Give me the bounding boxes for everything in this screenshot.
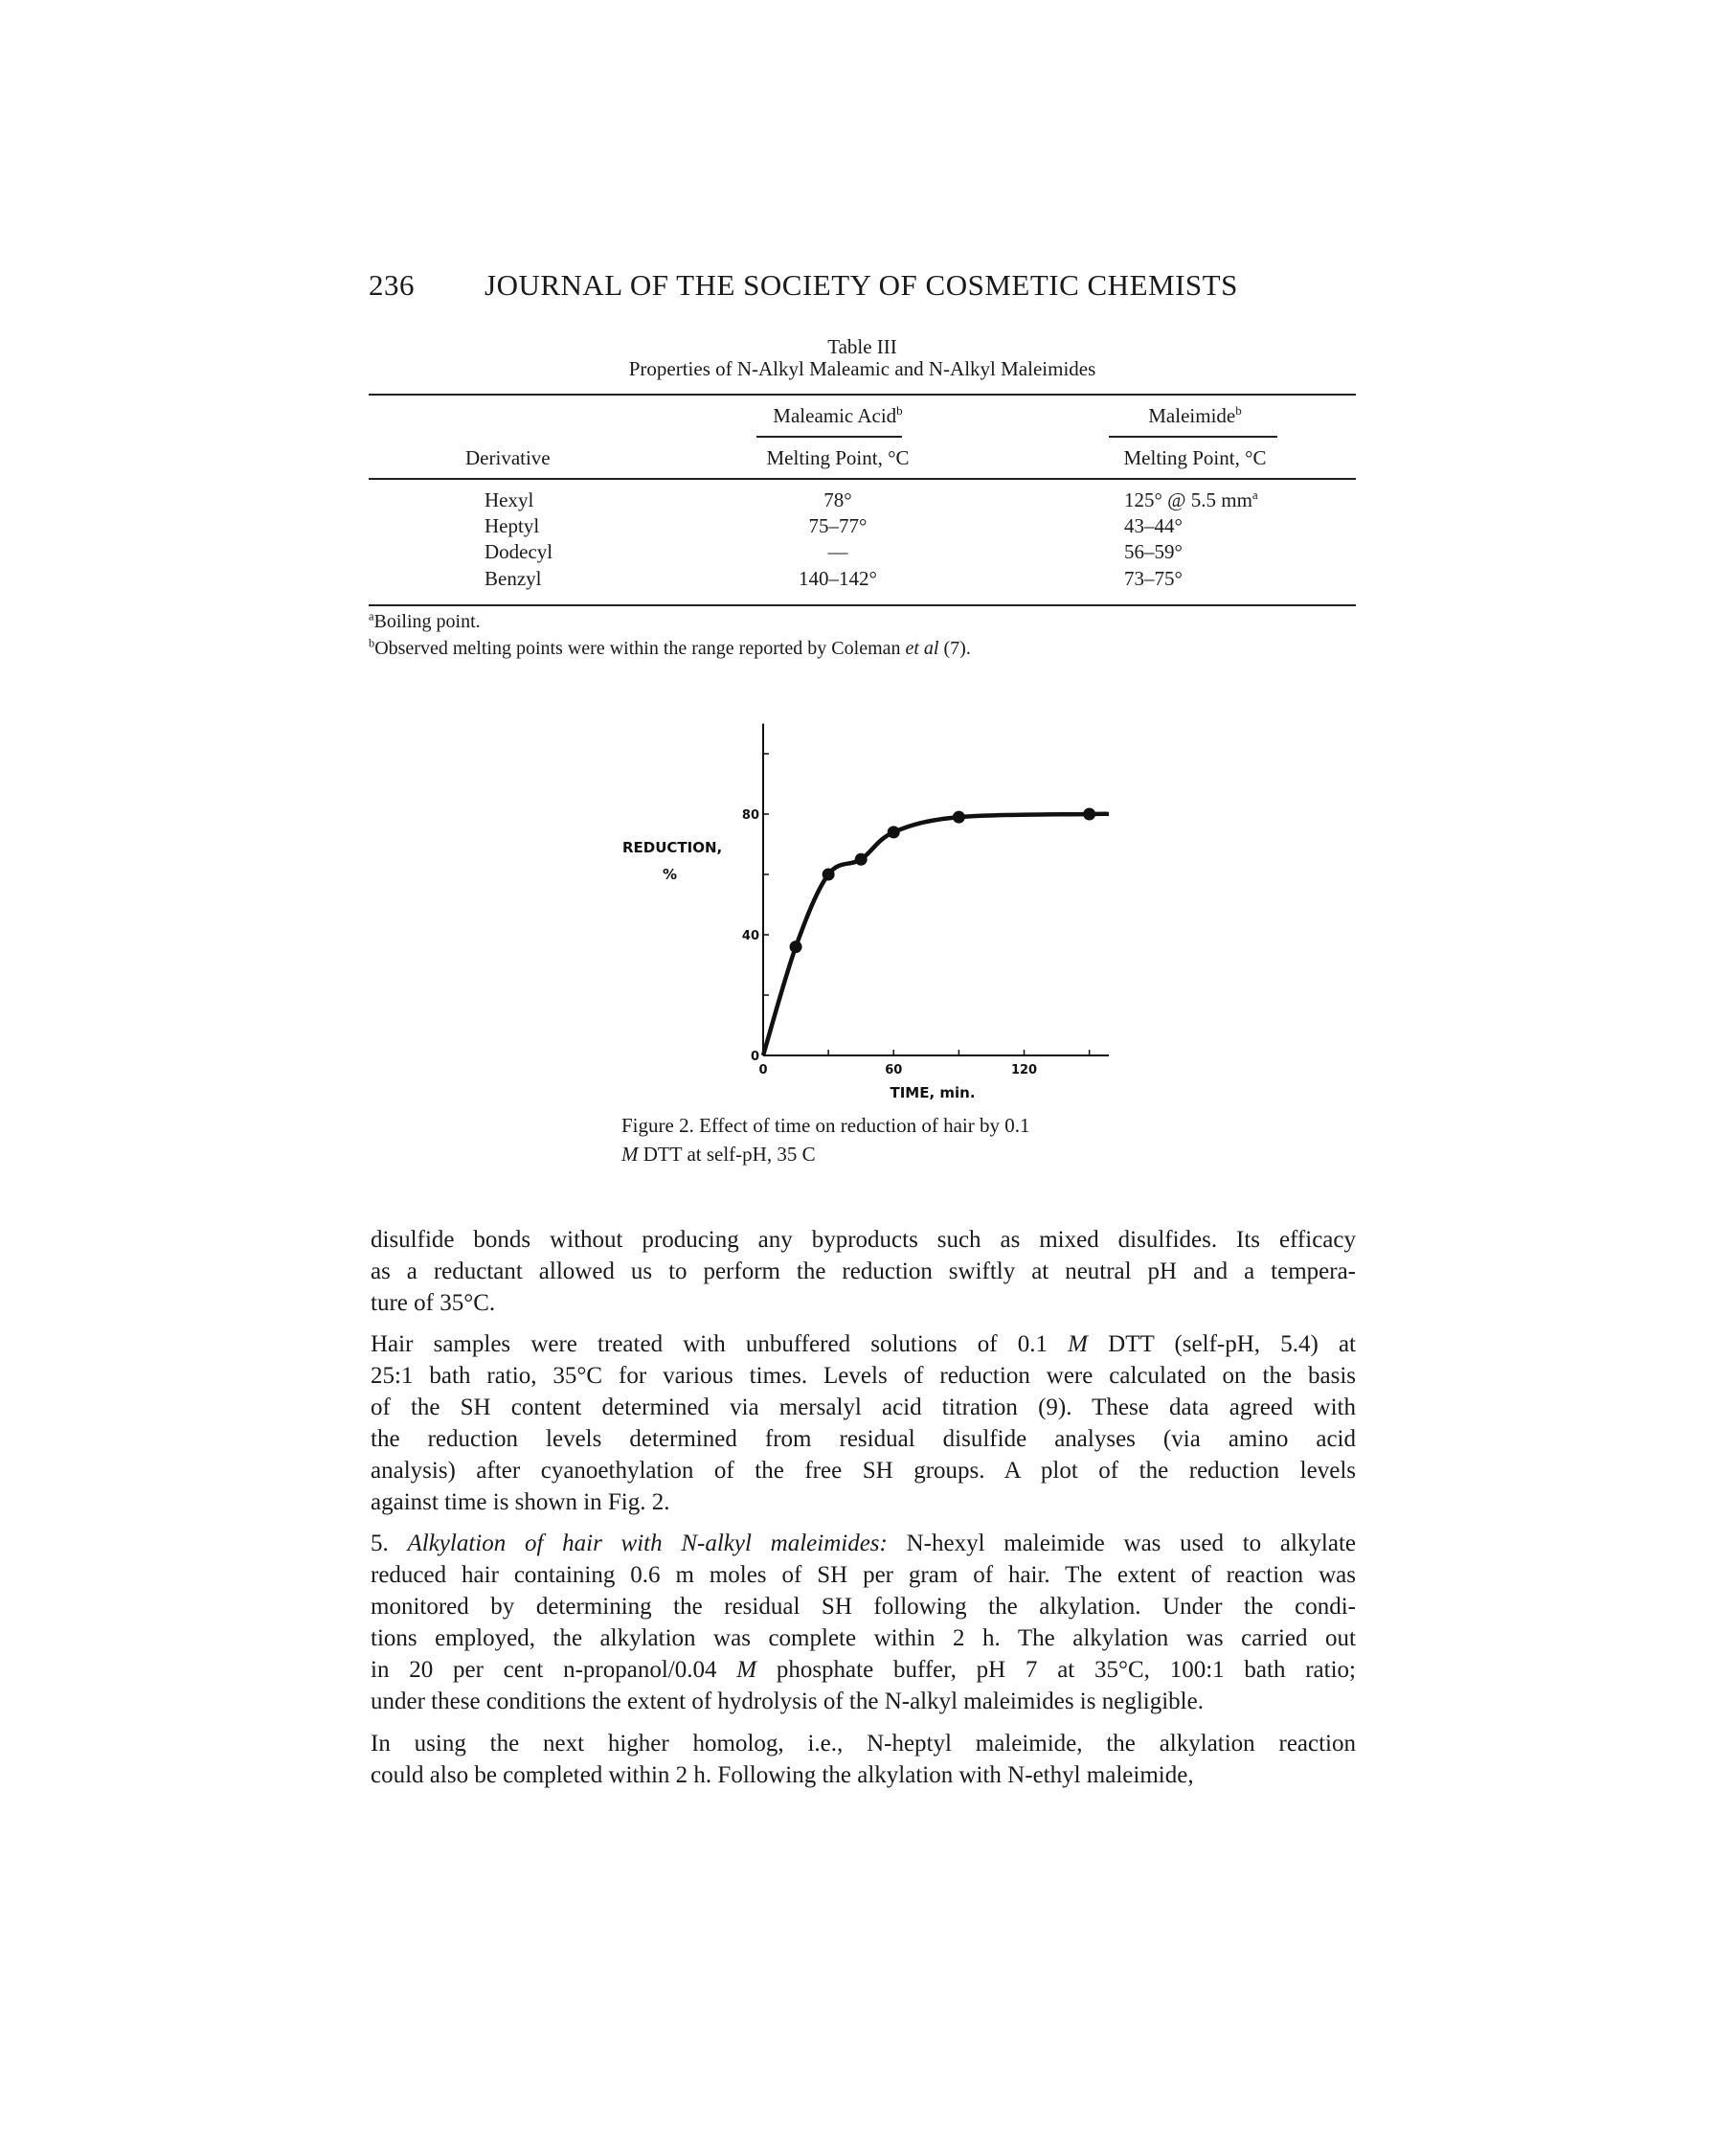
- text-line: [371, 1728, 1356, 1759]
- text-segment: ture of 35°C.: [371, 1290, 496, 1316]
- data-point: [1083, 808, 1095, 821]
- group-header-text: Maleamic Acid: [773, 404, 897, 427]
- text-segment: the reduction levels determined from residual disulfide analyses (via amino acid: [371, 1426, 1356, 1452]
- body-paragraph: [371, 1528, 1356, 1717]
- body-paragraph: [371, 1328, 1356, 1518]
- italic-text: Alkylation of hair with N-alkyl maleimides:: [407, 1530, 888, 1556]
- text-line: [371, 1559, 1356, 1591]
- caption-text: DTT at self-pH, 35 C: [638, 1143, 816, 1166]
- text-line: [371, 1591, 1356, 1622]
- y-tick-label: 40: [741, 929, 759, 943]
- footnote-mark: b: [896, 403, 903, 418]
- text-segment: in 20 per cent n-propanol/0.04: [371, 1657, 737, 1683]
- text-segment: 25:1 bath ratio, 35°C for various times. Levels of reduction were calculated on the basis: [371, 1363, 1356, 1389]
- text-segment: tions employed, the alkylation was complete within 2 h. The alkylation was carried out: [371, 1625, 1356, 1651]
- footnote-text: Observed melting points were within the range reported by Coleman: [374, 638, 906, 659]
- footnote-text: Boiling point.: [373, 611, 481, 632]
- cell-acid-mp: 140–142°: [799, 567, 877, 590]
- text-segment: N-hexyl maleimide was used to alkylate: [887, 1530, 1356, 1556]
- caption-line-1: Figure 2. Effect of time on reduction of hair by 0.1: [621, 1114, 1030, 1137]
- table-label: Table III: [827, 335, 897, 358]
- text-line: [371, 1486, 1356, 1518]
- cell-imide-mp: 73–75°: [1124, 567, 1183, 590]
- text-segment: as a reductant allowed us to perform the reduction swiftly at neutral pH and a tempera-: [371, 1258, 1356, 1284]
- x-tick-label: 120: [1010, 1063, 1038, 1077]
- data-point: [790, 941, 802, 953]
- text-segment: 5.: [371, 1530, 408, 1556]
- cell-derivative: Benzyl: [485, 567, 542, 590]
- text-segment: In using the next higher homolog, i.e., N-heptyl maleimide, the alkylation reaction: [371, 1731, 1356, 1757]
- text-line: [371, 1423, 1356, 1455]
- text-line: [371, 1654, 1356, 1686]
- caption-line-2: [621, 1140, 1030, 1168]
- text-line: [371, 1759, 1356, 1791]
- cell-derivative: Heptyl: [485, 514, 540, 537]
- cell-imide-mp: 56–59°: [1124, 540, 1183, 563]
- journal-title: JOURNAL OF THE SOCIETY OF COSMETIC CHEMISTS: [485, 268, 1238, 302]
- text-segment: against time is shown in Fig. 2.: [371, 1489, 670, 1515]
- cell-derivative: Hexyl: [485, 488, 534, 511]
- text-line: [371, 1528, 1356, 1559]
- text-line: [371, 1360, 1356, 1392]
- text-segment: disulfide bonds without producing any byproducts such as mixed disulfides. Its efficacy: [371, 1227, 1356, 1253]
- group-header-text: Maleimide: [1148, 404, 1236, 427]
- page-number: 236: [369, 268, 415, 302]
- cell-derivative: Dodecyl: [485, 540, 553, 563]
- text-segment: could also be completed within 2 h. Following the alkylation with N-ethyl maleimide,: [371, 1762, 1194, 1788]
- data-point: [823, 869, 835, 881]
- text-segment: Hair samples were treated with unbuffered solutions of 0.1: [371, 1331, 1069, 1357]
- text-line: [371, 1686, 1356, 1717]
- x-tick-label: 60: [885, 1063, 903, 1077]
- footnote-mark: a: [1251, 487, 1258, 502]
- body-paragraph: [371, 1224, 1356, 1319]
- cell-imide-mp: 43–44°: [1124, 514, 1183, 537]
- data-point: [888, 826, 900, 838]
- italic-text: M: [736, 1657, 757, 1683]
- text-line: [371, 1256, 1356, 1287]
- column-header-acid-mp: Melting Point, °C: [766, 446, 910, 469]
- y-axis-unit: %: [663, 866, 678, 883]
- text-line: [371, 1328, 1356, 1360]
- text-line: [371, 1455, 1356, 1486]
- cell-value: 125° @ 5.5 mm: [1124, 488, 1252, 511]
- text-segment: analysis) after cyanoethylation of the free SH groups. A plot of the reduction levels: [371, 1458, 1356, 1484]
- data-point: [855, 853, 868, 866]
- text-segment: DTT (self-pH, 5.4) at: [1087, 1331, 1356, 1357]
- text-segment: monitored by determining the residual SH following the alkylation. Under the condi-: [371, 1594, 1356, 1620]
- footnote-mark: b: [1235, 403, 1242, 418]
- column-header-derivative: Derivative: [465, 446, 551, 469]
- text-line: [371, 1287, 1356, 1319]
- italic-text: M: [1068, 1331, 1088, 1357]
- x-tick-label: 0: [758, 1063, 768, 1077]
- y-tick-label: 0: [750, 1050, 759, 1064]
- text-segment: reduced hair containing 0.6 m moles of SH per gram of hair. The extent of reaction was: [371, 1562, 1356, 1588]
- reduction-curve: [763, 814, 1109, 1055]
- y-axis-label: REDUCTION,: [622, 839, 723, 856]
- footnote-mark: b: [369, 636, 375, 650]
- text-segment: phosphate buffer, pH 7 at 35°C, 100:1 bath ratio;: [756, 1657, 1356, 1683]
- text-line: [371, 1392, 1356, 1423]
- data-point: [953, 811, 965, 824]
- cell-acid-mp: —: [827, 540, 848, 563]
- caption-italic: M: [621, 1143, 639, 1166]
- text-line: [371, 1224, 1356, 1256]
- footnote-italic: et al: [905, 638, 939, 659]
- footnote-tail: (7).: [938, 638, 971, 659]
- text-segment: under these conditions the extent of hydrolysis of the N-alkyl maleimides is negligible.: [371, 1689, 1204, 1714]
- footnote-mark: a: [369, 609, 374, 623]
- cell-acid-mp: 75–77°: [808, 514, 868, 537]
- table-title: Properties of N-Alkyl Maleamic and N-Alkyl Maleimides: [628, 357, 1096, 380]
- x-axis-label: TIME, min.: [890, 1084, 976, 1101]
- text-segment: of the SH content determined via mersalyl acid titration (9). These data agreed with: [371, 1394, 1356, 1420]
- cell-acid-mp: 78°: [823, 488, 852, 511]
- text-line: [371, 1622, 1356, 1654]
- column-header-imide-mp: Melting Point, °C: [1123, 446, 1267, 469]
- y-tick-label: 80: [741, 808, 759, 823]
- figure-caption: [621, 1111, 1030, 1168]
- body-paragraph: [371, 1728, 1356, 1791]
